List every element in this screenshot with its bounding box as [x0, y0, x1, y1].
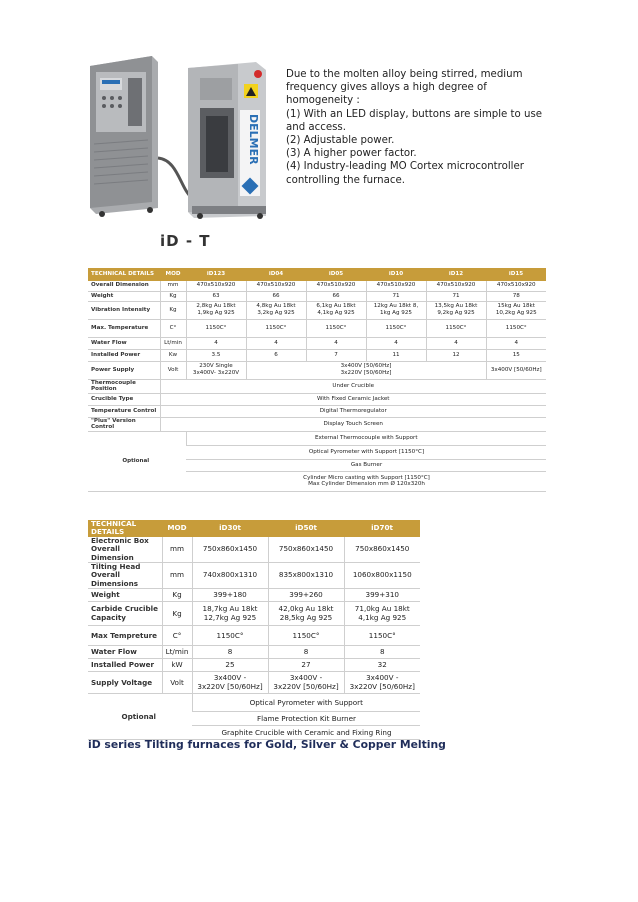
- intro-line: (2) Adjustable power.: [286, 135, 395, 147]
- value-line: Max Cylinder Dimension mm Ø 120x320h: [308, 481, 425, 488]
- value-cell: [426, 301, 486, 319]
- unit-cell: Volt: [160, 361, 186, 379]
- optional-item: Flame Protection Kit Burner: [192, 712, 420, 726]
- header-cell: MOD: [162, 520, 192, 537]
- value-cell: 11: [366, 349, 426, 361]
- unit-cell: mm: [162, 563, 192, 589]
- model-title: iD - T: [160, 232, 211, 250]
- value-line: 3x400V- 3x220V: [192, 370, 240, 376]
- unit-cell: Kg: [160, 301, 186, 319]
- header-cell: iD70t: [344, 520, 420, 537]
- intro-line: Due to the molten alloy being stirred, medium frequency gives alloys a high degree of homogeneity :: [286, 69, 523, 107]
- value-line: 28,5kg Ag 925: [279, 612, 333, 622]
- table-row: [88, 405, 546, 417]
- value-cell: 4: [306, 337, 366, 349]
- value-cell: 750x860x1450: [344, 537, 420, 563]
- row-label: Weight: [88, 589, 162, 602]
- value-cell: 750x860x1450: [268, 537, 344, 563]
- table-row: [88, 646, 420, 659]
- display-icon: [102, 80, 120, 84]
- value-cell: 8: [268, 646, 344, 659]
- value-cell: [268, 602, 344, 626]
- value-cell: 1060x800x1150: [344, 563, 420, 589]
- optional-item: Optical Pyrometer with Support [1150°C]: [186, 445, 546, 459]
- value-cell: [486, 301, 546, 319]
- value-cell: 1150C°: [344, 626, 420, 646]
- table-row: [88, 291, 546, 301]
- value-cell: 25: [192, 659, 268, 672]
- value-cell: 3x400V [50/60Hz]: [486, 361, 546, 379]
- row-label: Thermocouple Position: [88, 379, 160, 393]
- header-cell: iD50t: [268, 520, 344, 537]
- value-line: 3x220V [50/60Hz]: [349, 681, 415, 691]
- row-label: "Plus" Version Control: [88, 417, 160, 431]
- value-cell: [344, 672, 420, 694]
- value-cell: 63: [186, 291, 246, 301]
- value-cell: 4: [186, 337, 246, 349]
- row-label: Tilting Head Overall Dimensions: [88, 563, 162, 589]
- value-cell: 1150C°: [306, 319, 366, 337]
- value-cell-merged: Under Crucible: [160, 379, 546, 393]
- header-cell: iD123: [186, 268, 246, 281]
- value-cell: 470x510x920: [246, 281, 306, 291]
- table-row: [88, 417, 546, 431]
- value-cell: [246, 301, 306, 319]
- value-cell-merged: Digital Thermoregulator: [160, 405, 546, 417]
- table-header-row: [88, 520, 420, 537]
- value-line: 1,9kg Ag 925: [197, 310, 235, 316]
- value-cell: 470x510x920: [366, 281, 426, 291]
- value-cell: 78: [486, 291, 546, 301]
- table-row: [88, 349, 546, 361]
- optional-label: Optional: [88, 431, 186, 491]
- unit-cell: Kg: [162, 589, 192, 602]
- value-cell: 8: [192, 646, 268, 659]
- value-cell: 470x510x920: [486, 281, 546, 291]
- value-cell: 1150C°: [426, 319, 486, 337]
- unit-cell: Kw: [160, 349, 186, 361]
- spec-table-tilting-series: [88, 520, 420, 740]
- value-cell: 1150C°: [186, 319, 246, 337]
- value-cell: 470x510x920: [306, 281, 366, 291]
- table-row: [88, 537, 420, 563]
- value-cell-merged: With Fixed Ceramic Jacket: [160, 393, 546, 405]
- table-row: [88, 563, 420, 589]
- unit-cell: Lt/min: [160, 337, 186, 349]
- value-line: 12,7kg Ag 925: [203, 612, 257, 622]
- value-cell: 32: [344, 659, 420, 672]
- table-row: [88, 361, 546, 379]
- brand-logo: DELMER: [247, 114, 260, 165]
- value-cell: 1150C°: [366, 319, 426, 337]
- table-row: [88, 431, 546, 445]
- value-cell: 4: [366, 337, 426, 349]
- value-cell: 470x510x920: [426, 281, 486, 291]
- emergency-stop-icon: [254, 70, 262, 78]
- table-row: [88, 672, 420, 694]
- value-line: Cylinder Micro casting with Support [1150°C]: [303, 474, 430, 481]
- value-line: 3x400V [50/60Hz]: [340, 363, 392, 370]
- value-cell: 4: [426, 337, 486, 349]
- value-line: 3x400V -: [366, 673, 399, 683]
- table-row: [88, 602, 420, 626]
- value-cell: [192, 672, 268, 694]
- row-label: Supply Voltage: [88, 672, 162, 694]
- row-label: Vibration Intensity: [88, 301, 160, 319]
- row-label: Max. Temperature: [88, 319, 160, 337]
- header-cell: iD04: [246, 268, 306, 281]
- value-line: 42,0kg Au 18kt: [278, 604, 334, 614]
- intro-line: (1) With an LED display, buttons are simple to use and access.: [286, 108, 543, 133]
- value-line: 3,2kg Ag 925: [257, 310, 295, 316]
- table-row: [88, 281, 546, 291]
- row-label: Power Supply: [88, 361, 160, 379]
- unit-cell: C°: [162, 626, 192, 646]
- value-line: 15kg Au 18kt: [497, 303, 535, 310]
- intro-line: (4) Industry-leading MO Cortex microcontroller controlling the furnace.: [286, 161, 524, 186]
- optional-item: External Thermocouple with Support: [186, 431, 546, 445]
- value-cell: [306, 301, 366, 319]
- unit-cell: mm: [162, 537, 192, 563]
- row-label: Max Tempreture: [88, 626, 162, 646]
- optional-item: Gas Burner: [186, 459, 546, 471]
- header-cell: iD10: [366, 268, 426, 281]
- row-label: Installed Power: [88, 349, 160, 361]
- value-line: 10,2kg Ag 925: [495, 310, 537, 316]
- unit-cell: mm: [160, 281, 186, 291]
- value-cell: 1150C°: [192, 626, 268, 646]
- unit-cell: kW: [162, 659, 192, 672]
- value-cell: 7: [306, 349, 366, 361]
- row-label: Temperature Control: [88, 405, 160, 417]
- value-cell: [344, 602, 420, 626]
- value-line: 13,5kg Au 18kt: [434, 303, 478, 310]
- value-cell-merged: Display Touch Screen: [160, 417, 546, 431]
- row-label: Electronic Box Overall Dimension: [88, 537, 162, 563]
- value-line: 71,0kg Au 18kt: [354, 604, 410, 614]
- row-label: Overall Dimension: [88, 281, 160, 291]
- row-label: Installed Power: [88, 659, 162, 672]
- header-cell: iD15: [486, 268, 546, 281]
- value-cell: 1150C°: [486, 319, 546, 337]
- row-label: Water Flow: [88, 646, 162, 659]
- intro-line: (3) A higher power factor.: [286, 148, 417, 160]
- header-cell: MOD: [160, 268, 186, 281]
- value-cell: 4: [246, 337, 306, 349]
- unit-cell: Volt: [162, 672, 192, 694]
- value-line: 18,7kg Au 18kt: [202, 604, 258, 614]
- value-line: 12kg Au 18kt 8,: [373, 303, 419, 310]
- value-line: 6,1kg Au 18kt: [316, 303, 356, 310]
- row-label: Water Flow: [88, 337, 160, 349]
- spec-table-id-series: [88, 268, 546, 492]
- value-cell: 750x860x1450: [192, 537, 268, 563]
- value-cell: 3.5: [186, 349, 246, 361]
- value-cell: 71: [366, 291, 426, 301]
- value-line: 3x220V [50/60Hz]: [273, 681, 339, 691]
- value-cell: 740x800x1310: [192, 563, 268, 589]
- intro-description: [286, 68, 548, 187]
- value-cell: [366, 301, 426, 319]
- row-label: Crucible Type: [88, 393, 160, 405]
- row-label: Weight: [88, 291, 160, 301]
- table-row: [88, 626, 420, 646]
- table-row: [88, 694, 420, 712]
- optional-item: Optical Pyrometer with Support: [192, 694, 420, 712]
- value-cell: 15: [486, 349, 546, 361]
- table-row: [88, 379, 546, 393]
- value-line: 3x400V -: [289, 673, 323, 683]
- value-cell: 6: [246, 349, 306, 361]
- header-cell: iD05: [306, 268, 366, 281]
- value-cell: 12: [426, 349, 486, 361]
- value-line: 3x220V [50/60Hz]: [197, 681, 263, 691]
- value-cell: [186, 361, 246, 379]
- table-row: [88, 393, 546, 405]
- footer-caption: iD series Tilting furnaces for Gold, Silver & Copper Melting: [88, 738, 446, 751]
- header-cell: TECHNICAL DETAILS: [88, 520, 162, 537]
- header-cell: TECHNICAL DETAILS: [88, 268, 160, 281]
- header-cell: iD12: [426, 268, 486, 281]
- value-cell: 71: [426, 291, 486, 301]
- unit-cell: Kg: [162, 602, 192, 626]
- value-cell: 4: [486, 337, 546, 349]
- table-row: [88, 659, 420, 672]
- value-line: 2,8kg Au 18kt: [196, 303, 236, 310]
- value-line: 1kg Ag 925: [380, 310, 412, 316]
- value-cell: 399+260: [268, 589, 344, 602]
- value-cell: [268, 672, 344, 694]
- value-cell: 835x800x1310: [268, 563, 344, 589]
- value-line: 230V Single: [199, 363, 233, 370]
- value-line: 4,1kg Ag 925: [358, 612, 407, 622]
- value-cell: 66: [306, 291, 366, 301]
- unit-cell: C°: [160, 319, 186, 337]
- value-cell: 66: [246, 291, 306, 301]
- value-cell: 470x510x920: [186, 281, 246, 291]
- value-cell: [192, 602, 268, 626]
- value-line: 3x220V [50/60Hz]: [340, 370, 392, 376]
- unit-cell: Lt/min: [162, 646, 192, 659]
- optional-item: Graphite Crucible with Ceramic and Fixing Ring: [192, 726, 420, 740]
- value-cell: 399+180: [192, 589, 268, 602]
- optional-label: Optional: [88, 694, 192, 740]
- table-row: [88, 301, 546, 319]
- value-cell: [186, 301, 246, 319]
- value-cell: 399+310: [344, 589, 420, 602]
- value-line: 9,2kg Ag 925: [437, 310, 475, 316]
- value-cell: 1150C°: [268, 626, 344, 646]
- value-cell: 1150C°: [246, 319, 306, 337]
- table-row: [88, 337, 546, 349]
- value-line: 4,8kg Au 18kt: [256, 303, 296, 310]
- row-label: Carbide Crucible Capacity: [88, 602, 162, 626]
- furnace-product-image: [88, 48, 274, 220]
- value-line: 3x400V -: [213, 673, 247, 683]
- header-cell: iD30t: [192, 520, 268, 537]
- value-line: 4,1kg Ag 925: [317, 310, 355, 316]
- table-header-row: [88, 268, 546, 281]
- value-cell-merged: [246, 361, 486, 379]
- optional-item: [186, 471, 546, 491]
- table-row: [88, 589, 420, 602]
- value-cell: 27: [268, 659, 344, 672]
- table-row: [88, 319, 546, 337]
- value-cell: 8: [344, 646, 420, 659]
- unit-cell: Kg: [160, 291, 186, 301]
